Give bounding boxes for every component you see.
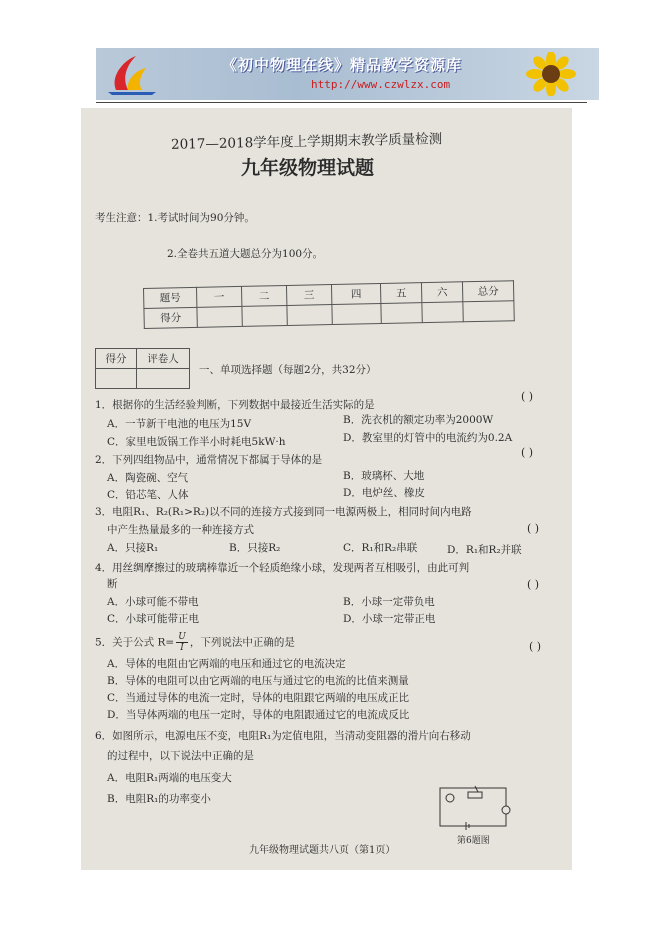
q3-stem-line2: 中产生热量最多的一种连接方式 <box>107 524 254 536</box>
notice-total: 2.全卷共五道大题总分为100分。 <box>167 248 324 260</box>
q3-option-b: B．只接R₂ <box>229 542 281 554</box>
q1-stem: 1．根据你的生活经验判断，下列数据中最接近生活实际的是 <box>95 399 375 411</box>
exam-title: 九年级物理试题 <box>241 157 375 179</box>
page-footer: 九年级物理试题共八页（第1页） <box>249 845 396 856</box>
q6-figure-caption: 第6题图 <box>457 836 490 846</box>
score-header-cell: 四 <box>331 284 380 305</box>
answer-bracket: ( ) <box>527 578 540 591</box>
term-title: 2017—2018学年度上学期期末教学质量检测 <box>170 131 443 153</box>
q4-stem-line1: 4．用丝绸摩擦过的玻璃棒靠近一个轻质绝缘小球，发现两者互相吸引，由此可判 <box>95 562 470 574</box>
grader-header-cell: 得分 <box>96 349 137 369</box>
q5-option-a: A．导体的电阻由它两端的电压和通过它的电流决定 <box>107 658 346 670</box>
q2-option-d: D．电炉丝、橡皮 <box>343 487 425 499</box>
q3-stem-line1: 3．电阻R₁、R₂(R₁>R₂)以不同的连接方式接到同一电源两极上，相同时间内电路 <box>95 506 472 518</box>
score-cell <box>463 301 514 322</box>
q5-fraction-numerator: U <box>178 632 186 642</box>
q1-option-a: A．一节新干电池的电压为15V <box>107 418 252 430</box>
score-header-cell: 五 <box>380 283 421 304</box>
score-header-cell: 一 <box>196 286 241 307</box>
q2-option-c: C．铅芯笔、人体 <box>107 489 189 501</box>
sunflower-icon <box>523 52 579 96</box>
q1-option-b: B．洗衣机的额定功率为2000W <box>343 414 494 426</box>
answer-bracket: ( ) <box>529 640 542 653</box>
q6-stem-line2: 的过程中，以下说法中正确的是 <box>107 750 254 762</box>
score-cell <box>422 302 463 323</box>
score-cell <box>242 305 287 326</box>
banner-title: 《初中物理在线》精品教学资源库 <box>222 56 463 74</box>
q4-stem-line2: 断 <box>107 578 118 590</box>
q2-stem: 2．下列四组物品中，通常情况下都属于导体的是 <box>95 454 323 466</box>
grader-table <box>95 348 190 389</box>
q5-option-d: D．当导体两端的电压一定时，导体的电阻跟通过它的电流成反比 <box>107 709 410 721</box>
q1-option-d: D．教室里的灯管中的电流约为0.2A <box>343 432 513 444</box>
score-header-cell: 题号 <box>144 287 197 308</box>
score-cell <box>332 304 381 325</box>
score-header-cell: 三 <box>286 285 331 306</box>
q2-option-a: A．陶瓷碗、空气 <box>107 472 189 484</box>
q4-option-b: B．小球一定带负电 <box>343 596 435 608</box>
q5-fraction-denominator: I <box>180 643 184 653</box>
exam-paper <box>81 108 572 870</box>
score-header-cell: 总分 <box>462 281 513 302</box>
q2-option-b: B．玻璃杯、大地 <box>343 470 425 482</box>
score-header-cell: 二 <box>241 285 286 306</box>
score-table <box>143 280 515 329</box>
q4-option-c: C．小球可能带正电 <box>107 613 200 625</box>
score-cell <box>381 303 422 324</box>
q3-option-d: D．R₁和R₂并联 <box>447 544 522 556</box>
score-header-cell: 六 <box>421 282 462 303</box>
answer-bracket: ( ) <box>521 446 534 459</box>
score-row-label: 得分 <box>144 307 197 328</box>
grader-cell <box>137 369 190 389</box>
logo-icon <box>102 52 162 96</box>
header-divider <box>96 102 587 103</box>
q5-option-c: C．当通过导体的电流一定时，导体的电阻跟它两端的电压成正比 <box>107 692 410 704</box>
notice-time: 考生注意：1.考试时间为90分钟。 <box>95 212 255 224</box>
circuit-diagram <box>436 782 516 832</box>
q4-option-d: D．小球一定带正电 <box>343 613 436 625</box>
q6-option-b: B．电阻R₁的功率变小 <box>107 793 211 805</box>
q4-option-a: A．小球可能不带电 <box>107 596 199 608</box>
q5-option-b: B．导体的电阻可以由它两端的电压与通过它的电流的比值来测量 <box>107 675 409 687</box>
q6-option-a: A．电阻R₁两端的电压变大 <box>107 772 232 784</box>
answer-bracket: ( ) <box>527 522 540 535</box>
q3-option-a: A．只接R₁ <box>107 542 159 554</box>
grader-header-cell: 评卷人 <box>137 349 190 369</box>
q5-stem-suffix: ，下列说法中正确的是 <box>189 636 295 649</box>
score-cell <box>287 305 332 326</box>
header-banner <box>96 48 599 100</box>
q3-option-c: C．R₁和R₂串联 <box>343 542 418 554</box>
score-cell <box>197 306 242 327</box>
q5-stem <box>95 632 295 653</box>
banner-url[interactable]: http://www.czwlzx.com <box>311 78 451 91</box>
q5-stem-prefix: 5．关于公式 R= <box>95 636 175 649</box>
q6-stem-line1: 6．如图所示，电源电压不变，电阻R₁为定值电阻，当清动变阻器的滑片向右移动 <box>95 730 471 742</box>
answer-bracket: ( ) <box>521 390 534 403</box>
section-1-heading: 一、单项选择题（每题2分，共32分） <box>199 364 377 376</box>
grader-cell <box>96 369 137 389</box>
q1-option-c: C．家里电饭锅工作半小时耗电5kW·h <box>107 436 286 448</box>
